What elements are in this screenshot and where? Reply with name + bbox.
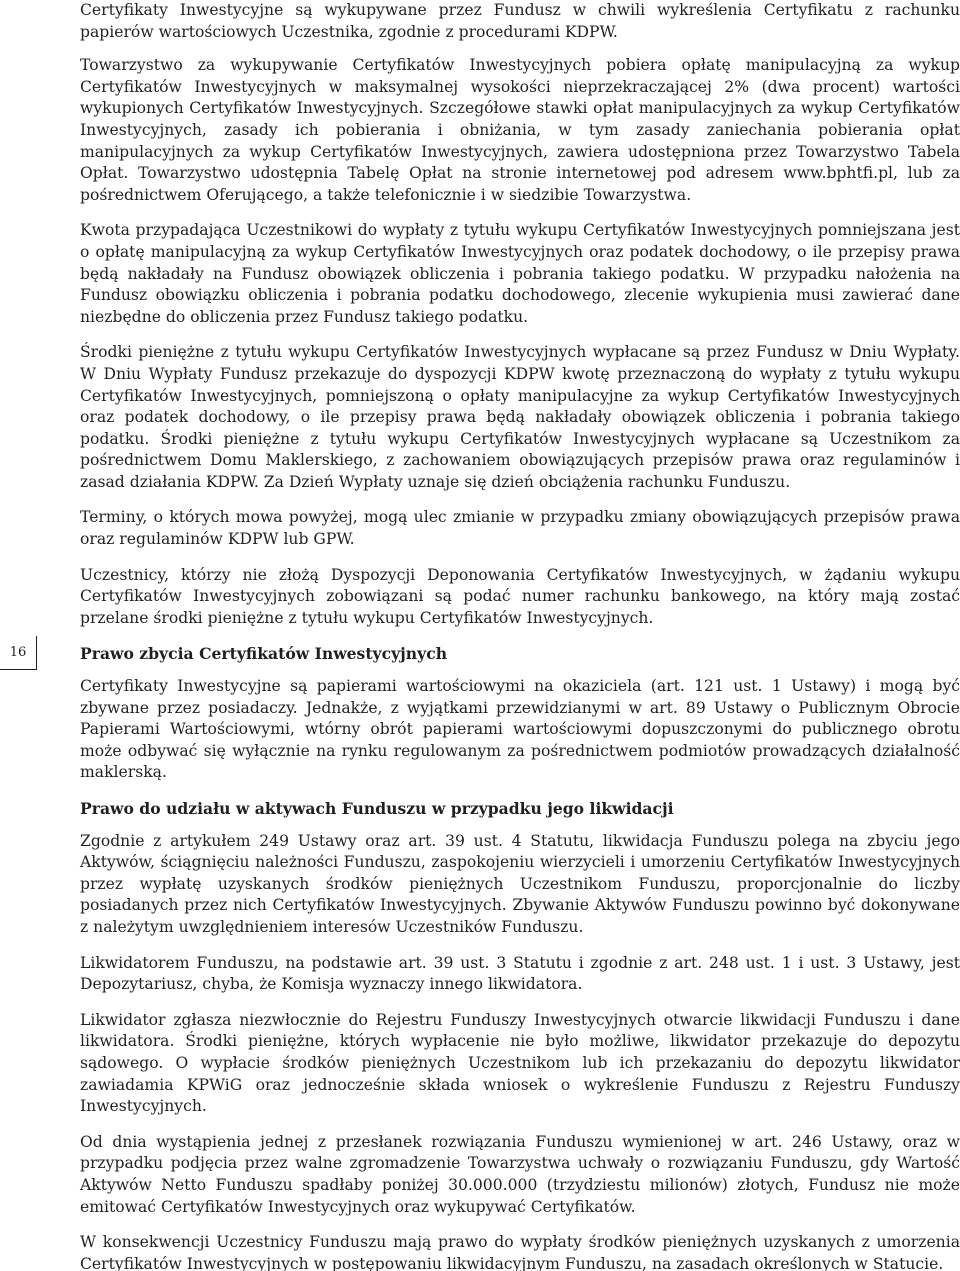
paragraph-bearer-securities: Certyfikaty Inwestycyjne są papierami wartościowymi na okaziciela (art. 121 ust. 1 Ustawy) i mogą być zbywane przez posiadaczy. Jednakże, z wyjątkami przewidzianymi w art. 89 Ustawy o Publicznym Obrocie Papierami Wartościowymi, wtórny obrót papierami wartościowymi dopuszczonymi do publicznego obrotu może odbywać się wyłącznie na rynku regulowanym za pośrednictwem podmiotów prowadzących działalność maklerską. [80, 677, 960, 782]
paragraph-payout-deductions: Kwota przypadająca Uczestnikowi do wypłaty z tytułu wykupu Certyfikatów Inwestycyjnych pomniejszana jest o opłatę manipulacyjną za wykup Certyfikatów Inwestycyjnych oraz podatek dochodowy, o ile przepisy prawa będą nakładały na Fundusz obowiązek obliczenia i pobrania takiego podatku. W przypadku nałożenia na Fundusz obowiązku obliczenia i pobrania podatku dochodowego, zlecenie wykupienia musi zawierać dane niezbędne do obliczenia przez Fundusz takiego podatku. [80, 221, 960, 326]
paragraph-payout-day: Środki pieniężne z tytułu wykupu Certyfikatów Inwestycyjnych wypłacane są przez Fundusz w Dniu Wypłaty. W Dniu Wypłaty Fundusz przekazuje do dyspozycji KDPW kwotę przeznaczoną do wypłaty z tytułu wykupu Certyfikatów Inwestycyjnych, pomniejszoną o opłaty manipulacyjne za wykup Certyfikatów Inwestycyjnych oraz podatek dochodowy, o ile przepisy prawa będą nakładały obowiązek obliczenia i pobrania takiego podatku. Środki pieniężne z tytułu wykupu Certyfikatów Inwestycyjnych wypłacane są Uczestnikom za pośrednictwem Domu Maklerskiego, z zachowaniem obowiązujących przepisów prawa oraz regulaminów i zasad działania KDPW. Za Dzień Wypłaty uznaje się dzień obciążenia rachunku Funduszu. [80, 343, 960, 491]
page-number: 16 [0, 636, 37, 670]
paragraph-payout-rights: W konsekwencji Uczestnicy Funduszu mają prawo do wypłaty środków pieniężnych uzyskanych z umorzenia Certyfikatów Inwestycyjnych w postępowaniu likwidacyjnym Funduszu, na zasadach określonych w Statucie. [80, 1233, 960, 1271]
document-body [80, 0, 960, 1271]
paragraph-dissolution-conditions: Od dnia wystąpienia jednej z przesłanek rozwiązania Funduszu wymienionej w art. 246 Ustawy, oraz w przypadku podjęcia przez walne zgromadzenie Towarzystwa uchwały o rozwiązaniu Funduszu, gdy Wartość Aktywów Netto Funduszu spadłaby poniżej 30.000.000 (trzydziestu milionów) złotych, Fundusz nie może emitować Certyfikatów Inwestycyjnych oraz wykupywać Certyfikatów. [80, 1132, 960, 1216]
paragraph-redemption-procedure: Certyfikaty Inwestycyjne są wykupywane przez Fundusz w chwili wykreślenia Certyfikatu z rachunku papierów wartościowych Uczestnika, zgodnie z procedurami KDPW. [80, 1, 960, 41]
heading-liquidation-rights: Prawo do udziału w aktywach Funduszu w przypadku jego likwidacji [80, 799, 674, 818]
paragraph-liquidation-process: Zgodnie z artykułem 249 Ustawy oraz art. 39 ust. 4 Statutu, likwidacja Funduszu polega na zbyciu jego Aktywów, ściągnięciu należności Funduszu, zaspokojeniu wierzycieli i umorzeniu Certyfikatów Inwestycyjnych przez wypłatę uzyskanych środków pieniężnych Uczestnikom Funduszu, proporcjonalnie do liczby posiadanych przez nich Certyfikatów Inwestycyjnych. Zbywanie Aktywów Funduszu powinno być dokonywane z należytym uwzględnieniem interesów Uczestników Funduszu. [80, 831, 960, 936]
paragraph-terms-change: Terminy, o których mowa powyżej, mogą ulec zmianie w przypadku zmiany obowiązujących przepisów prawa oraz regulaminów KDPW lub GPW. [80, 508, 960, 549]
heading-right-to-sell: Prawo zbycia Certyfikatów Inwestycyjnych [80, 644, 448, 664]
paragraph-handling-fee: Towarzystwo za wykupywanie Certyfikatów Inwestycyjnych pobiera opłatę manipulacyjną za wykup Certyfikatów Inwestycyjnych w maksymalnej wysokości nieprzekraczającej 2% (dwa procent) wartości wykupionych Certyfikatów Inwestycyjnych. Szczegółowe stawki opłat manipulacyjnych za wykup Certyfikatów Inwestycyjnych, zasady ich pobierania i obniżania, w tym zasady zaniechania pobierania opłat manipulacyjnych za wykup Certyfikatów Inwestycyjnych, zawiera udostępniona przez Towarzystwo Tabela Opłat. Towarzystwo udostępnia Tabelę Opłat na stronie internetowej pod adresem www.bphtfi.pl, lub za pośrednictwem Oferującego, a także telefonicznie i w siedzibie Towarzystwa. [80, 56, 960, 204]
paragraph-liquidator-duties: Likwidator zgłasza niezwłocznie do Rejestru Funduszy Inwestycyjnych otwarcie likwidacji Funduszu i dane likwidatora. Środki pieniężne, których wypłacenie nie było możliwe, likwidator przekazuje do depozytu sądowego. O wypłacie środków pieniężnych Uczestnikom lub ich przekazaniu do depozytu likwidator zawiadamia KPWiG oraz jednocześnie składa wniosek o wykreślenie Funduszu z Rejestru Funduszy Inwestycyjnych. [80, 1010, 960, 1116]
paragraph-liquidator: Likwidatorem Funduszu, na podstawie art. 39 ust. 3 Statutu i zgodnie z art. 248 ust. 1 i ust. 3 Ustawy, jest Depozytariusz, chyba, że Komisja wyznaczy innego likwidatora. [80, 953, 960, 994]
paragraph-bank-account: Uczestnicy, którzy nie złożą Dyspozycji Deponowania Certyfikatów Inwestycyjnych, w żądaniu wykupu Certyfikatów Inwestycyjnych zobowiązani są podać numer rachunku bankowego, na który mają zostać przelane środki pieniężne z tytułu wykupu Certyfikatów Inwestycyjnych. [80, 565, 960, 627]
